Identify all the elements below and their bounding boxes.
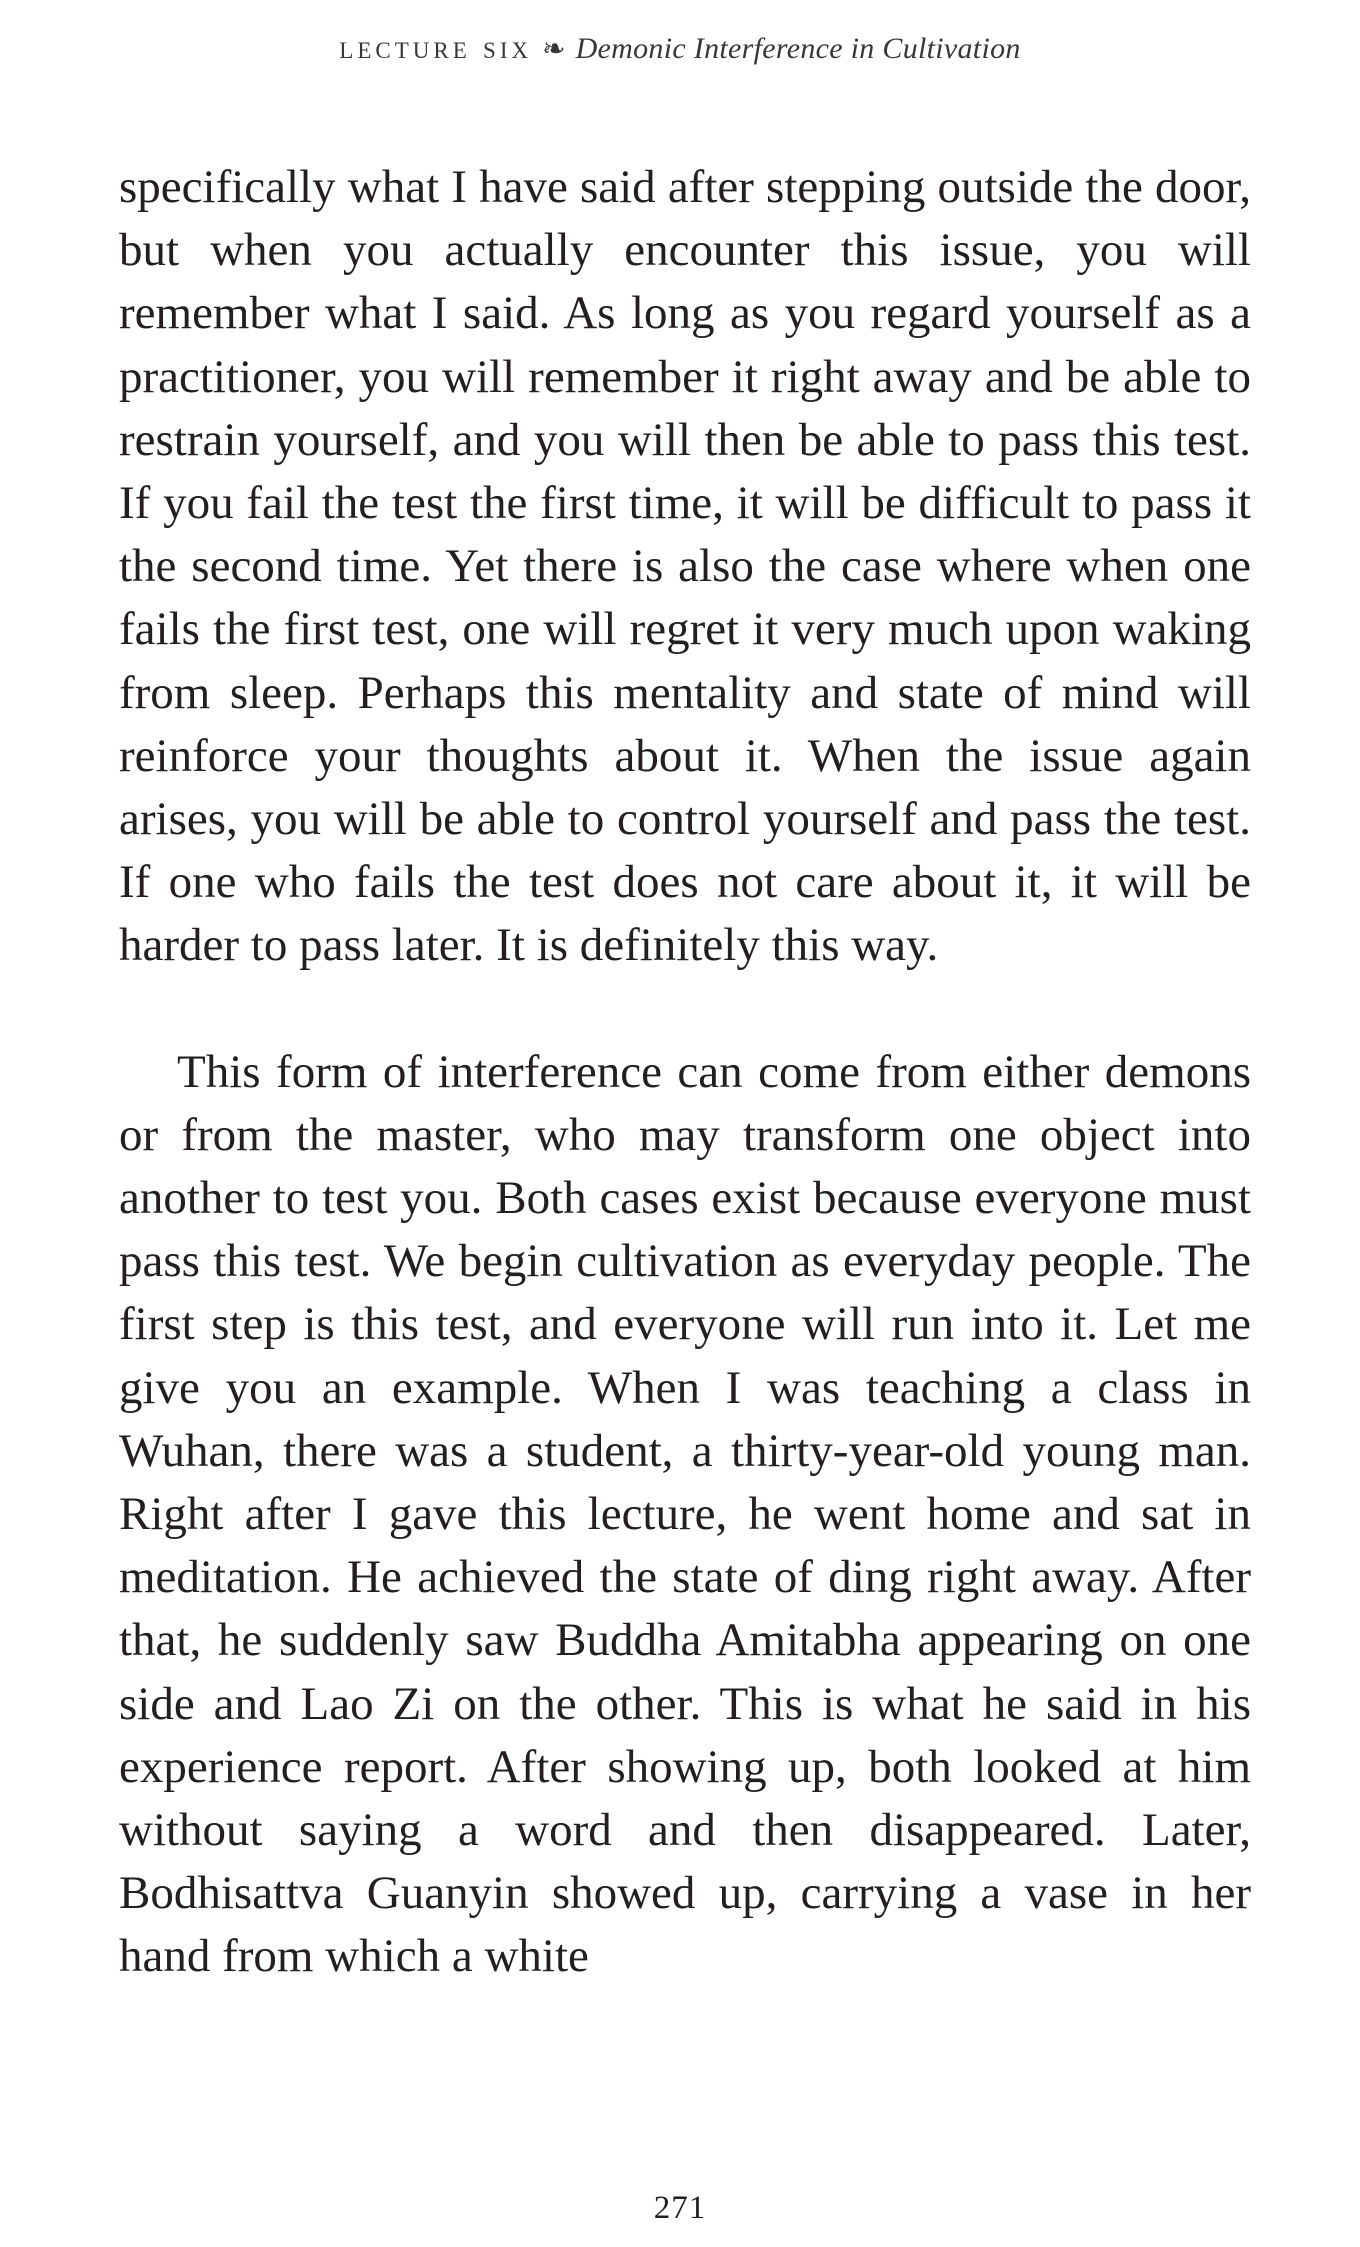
paragraph: This form of interference can come from either demons or from the master, who may transform one object into another to test you. Both cases exist because everyone must pass this test. We begin cultivation as everyday people. The first step is this test, and everyone will run into it. Let me give you an example. When I was teaching a class in Wuhan, there was a student, a thirty-year-old young man. Right after I gave this lecture, he went home and sat in meditation. He achieved the state of ding right away. After that, he suddenly saw Buddha Amitabha appearing on one side and Lao Zi on the other. This is what he said in his experience report. After showing up, both looked at him without saying a word and then disappeared. Later, Bodhisattva Guanyin showed up, carrying a vase in her hand from which a white [119, 1045, 1251, 1983]
body-text [119, 156, 1251, 1989]
chapter-label: lecture six [339, 30, 533, 66]
running-header [0, 28, 1360, 70]
paragraph-continued: specifically what I have said after stepping outside the door, but when you actually encounter this issue, you will remember what I said. As long as you regard yourself as a practitioner, you will remember it right away and be able to restrain yourself, and you will then be able to pass this test. If you fail the test the first time, it will be difficult to pass it the second time. Yet there is also the case where when one fails the first test, one will regret it very much upon waking from sleep. Perhaps this mentality and state of mind will reinforce your thoughts about it. When the issue again arises, you will be able to control yourself and pass the test. If one who fails the test does not care about it, it will be harder to pass later. It is definitely this way. [119, 161, 1251, 972]
page-number: 271 [653, 2190, 707, 2226]
chapter-title: Demonic Interference in Cultivation [575, 32, 1021, 65]
fleuron-icon: ❧ [542, 34, 566, 65]
